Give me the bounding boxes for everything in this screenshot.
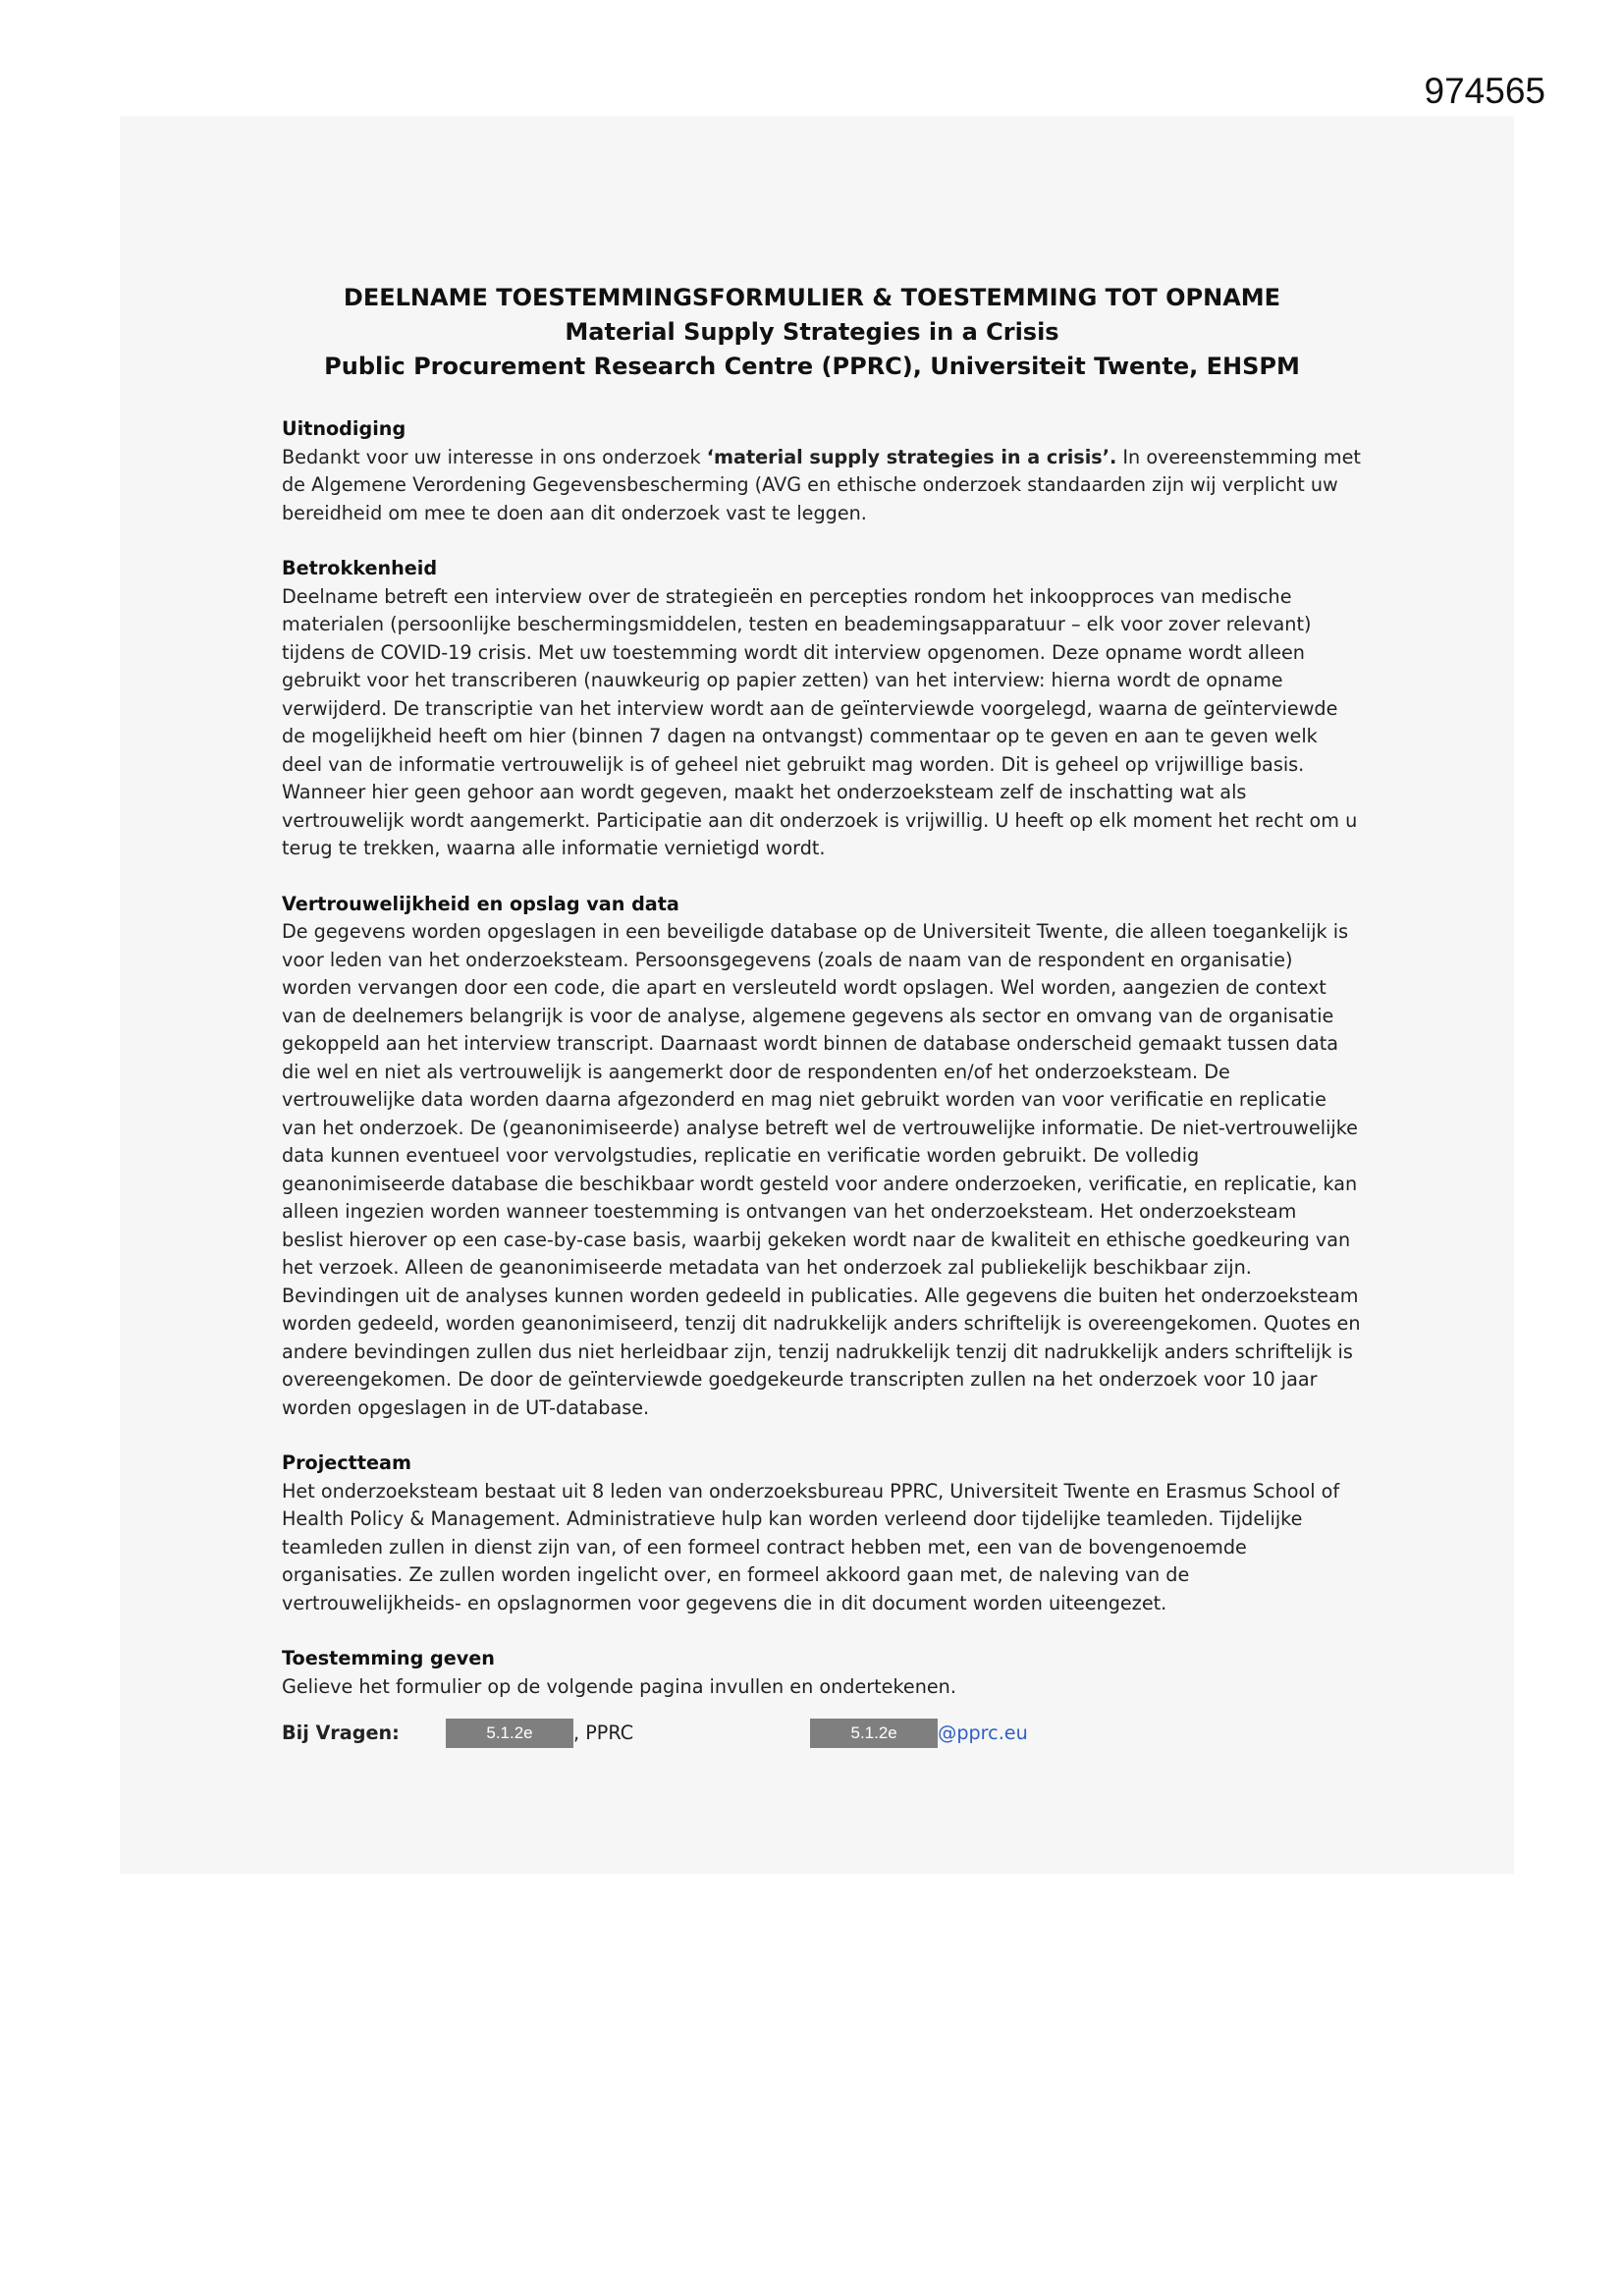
section-heading: Toestemming geven (282, 1647, 495, 1669)
document-body (282, 415, 1362, 1748)
study-title-highlight: ‘material supply strategies in a crisis’. (706, 445, 1117, 468)
redaction-block: 5.1.2e (446, 1719, 573, 1748)
text-intro: Bedankt voor uw interesse in ons onderzoek (282, 445, 707, 468)
section-heading: Uitnodiging (282, 417, 406, 440)
section-text: Deelname betreft een interview over de strategieën en percepties rondom het inkoopproces van medische materialen (persoonlijke beschermingsmiddelen, testen en beademingsapparatuur – elk voor zover relevant) tijdens de COVID-19 crisis. Met uw toestemming wordt dit interview opgenomen. Deze opname wordt alleen gebruikt voor het transcriberen (nauwkeurig op papier zetten) van het interview: hierna wordt de opname verwijderd. De transcriptie van het interview wordt aan de geïnterviewde voorgelegd, waarna de geïnterviewde de mogelijkheid heeft om hier (binnen 7 dagen na ontvangst) commentaar op te geven en aan te geven welk deel van de informatie vertrouwelijk is of geheel niet gebruikt mag worden. Dit is geheel op vrijwillige basis. Wanneer hier geen gehoor aan wordt gegeven, maakt het onderzoeksteam zelf de inschatting wat als vertrouwelijk wordt aangemerkt. Participatie aan dit onderzoek is vrijwillig. U heeft op elk moment het recht om u terug te trekken, waarna alle informatie vernietigd wordt. (282, 584, 1358, 859)
document-id: 974565 (1424, 71, 1545, 111)
section-toestemming (282, 1645, 1362, 1701)
section-betrokkenheid (282, 555, 1362, 863)
section-heading: Projectteam (282, 1451, 411, 1474)
contact-row (282, 1719, 1362, 1748)
section-uitnodiging (282, 415, 1362, 527)
email-link[interactable]: @pprc.eu (938, 1721, 1028, 1744)
section-text: De gegevens worden opgeslagen in een beveiligde database op de Universiteit Twente, die alleen toegankelijk is voor leden van het onderzoeksteam. Persoonsgegevens (zoals de naam van de respondent en organisatie) worden vervangen door een code, die apart en versleuteld wordt opslagen. Wel worden, aangezien de context van de deelnemers belangrijk is voor de analyse, algemene gegevens als sector en omvang van de organisatie gekoppeld aan het interview transcript. Daarnaast wordt binnen de database onderscheid gemaakt tussen data die wel en niet als vertrouwelijk is aangemerkt door de respondenten en/of het onderzoeksteam. De vertrouwelijke data worden daarna afgezonderd en mag niet gebruikt worden van voor verificatie en replicatie van het onderzoek. De (geanonimiseerde) analyse betreft wel de vertrouwelijke informatie. De niet-vertrouwelijke data kunnen eventueel voor vervolgstudies, replicatie en verificatie worden gebruikt. De volledig geanonimiseerde database die beschikbaar wordt gesteld voor andere onderzoeken, verificatie, en replicatie, kan alleen ingezien worden wanneer toestemming is ontvangen van het onderzoeksteam. Het onderzoeksteam beslist hierover op een case-by-case basis, waarbij gekeken wordt naar de kwaliteit en ethische goedkeuring van het verzoek. Alleen de geanonimiseerde metadata van het onderzoek zal publiekelijk beschikbaar zijn. Bevindingen uit de analyses kunnen worden gedeeld in publicaties. Alle gegevens die buiten het onderzoeksteam worden gedeeld, worden geanonimiseerd, tenzij dit nadrukkelijk anders schriftelijk is overeengekomen. Quotes en andere bevindingen zullen dus niet herleidbaar zijn, tenzij nadrukkelijk tenzij dit nadrukkelijk anders schriftelijk is overeengekomen. De door de geïnterviewde goedgekeurde transcripten zullen na het onderzoek voor 10 jaar worden opgeslagen in de UT-database. (282, 920, 1361, 1419)
section-text (282, 444, 1362, 528)
document-header (0, 281, 1624, 384)
institution-line: Public Procurement Research Centre (PPRC), Universiteit Twente, EHSPM (324, 353, 1300, 380)
section-text: Het onderzoeksteam bestaat uit 8 leden van onderzoeksbureau PPRC, Universiteit Twente en Erasmus School of Health Policy & Management. Administratieve hulp kan worden verleend door tijdelijke teamleden. Tijdelijke teamleden zullen in dienst zijn van, of een formeel contract hebben met, een van de bovengenoemde organisaties. Ze zullen worden ingelicht over, en formeel akkoord gaan met, de naleving van de vertrouwelijkheids- en opslagnormen voor gegevens die in dit document worden uiteengezet. (282, 1479, 1340, 1614)
section-heading: Betrokkenheid (282, 557, 438, 579)
text-rest: In overeenstemming met de Algemene Verordening Gegevensbescherming (AVG en ethische onderzoek standaarden zijn wij verplicht uw bereidheid om mee te doen aan dit onderzoek vast te leggen. (282, 445, 1361, 524)
section-heading: Vertrouwelijkheid en opslag van data (282, 892, 679, 915)
section-text: Gelieve het formulier op de volgende pagina invullen en ondertekenen. (282, 1674, 956, 1698)
redaction-block: 5.1.2e (810, 1719, 938, 1748)
contact-org: , PPRC (573, 1721, 634, 1744)
page-title: DEELNAME TOESTEMMINGSFORMULIER & TOESTEMMING TOT OPNAME (343, 284, 1281, 311)
section-vertrouwelijkheid (282, 891, 1362, 1423)
section-projectteam (282, 1449, 1362, 1617)
page-subtitle: Material Supply Strategies in a Crisis (565, 318, 1059, 346)
contact-label: Bij Vragen: (282, 1721, 400, 1744)
